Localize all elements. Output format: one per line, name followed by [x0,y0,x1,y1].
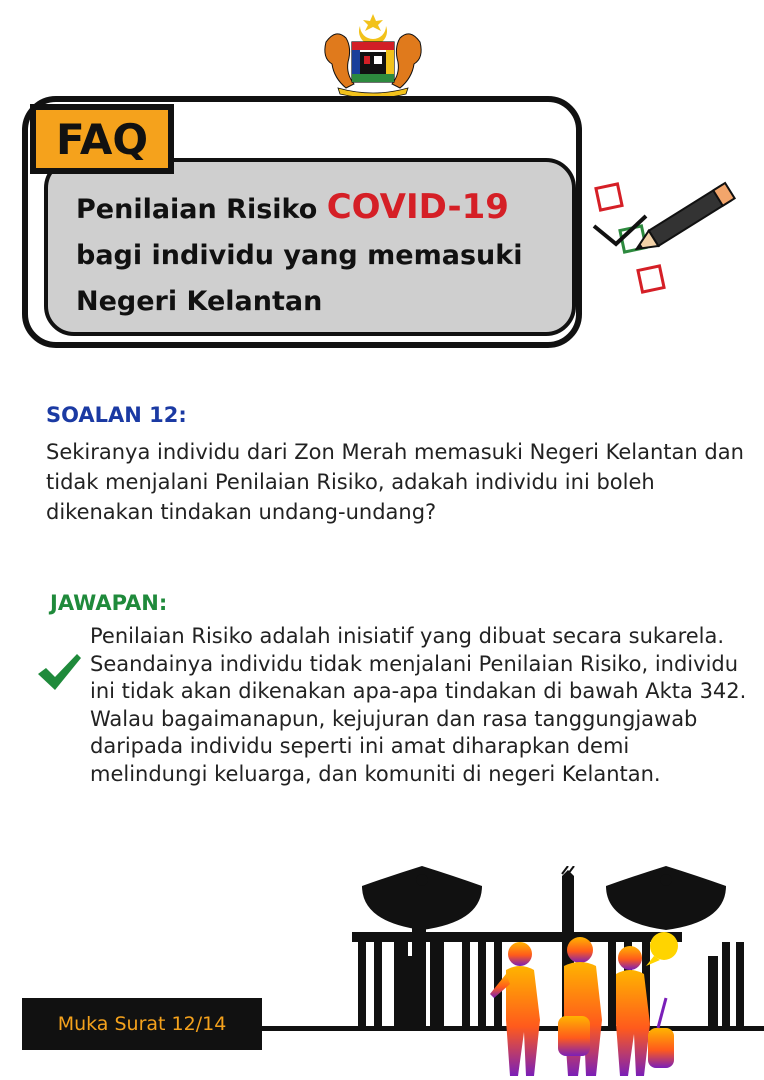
title-covid-highlight: COVID-19 [326,187,509,227]
question-text: Sekiranya individu dari Zon Merah memasuki Negeri Kelantan dan tidak menjalani Penilaian Risiko, adakah individu ini boleh dikenakan tindakan undang-undang? [46,440,744,524]
page-number-badge [22,998,262,1050]
faq-label: FAQ [55,114,149,164]
title-prefix: Penilaian Risiko [76,194,318,225]
answer-label: JAWAPAN: [50,591,168,615]
title-line-1 [76,184,576,233]
mosque-people-illustration [262,866,764,1080]
malaysia-coat-of-arms-icon [318,12,428,100]
faq-tag [30,104,174,174]
page-number-label: Muka Surat 12/14 [57,1013,227,1035]
checklist-pencil-icon [588,168,748,308]
answer-text: Penilaian Risiko adalah inisiatif yang dibuat secara sukarela. Seandainya individu tidak menjalani Penilaian Risiko, individu ini tidak akan dikenakan apa-apa tindakan di bawah Akta 342. Walau bagaimanapun, kejujuran dan rasa tanggungjawab daripada individu seperti ini amat diharapkan demi melindungi keluarga, dan komuniti di negeri Kelantan. [90,624,747,786]
title-line-3: Negeri Kelantan [76,286,323,317]
title-line-2: bagi individu yang memasuki [76,240,523,271]
question-label: SOALAN 12: [46,403,187,427]
checkmark-icon [36,652,82,692]
page-title [76,184,576,325]
